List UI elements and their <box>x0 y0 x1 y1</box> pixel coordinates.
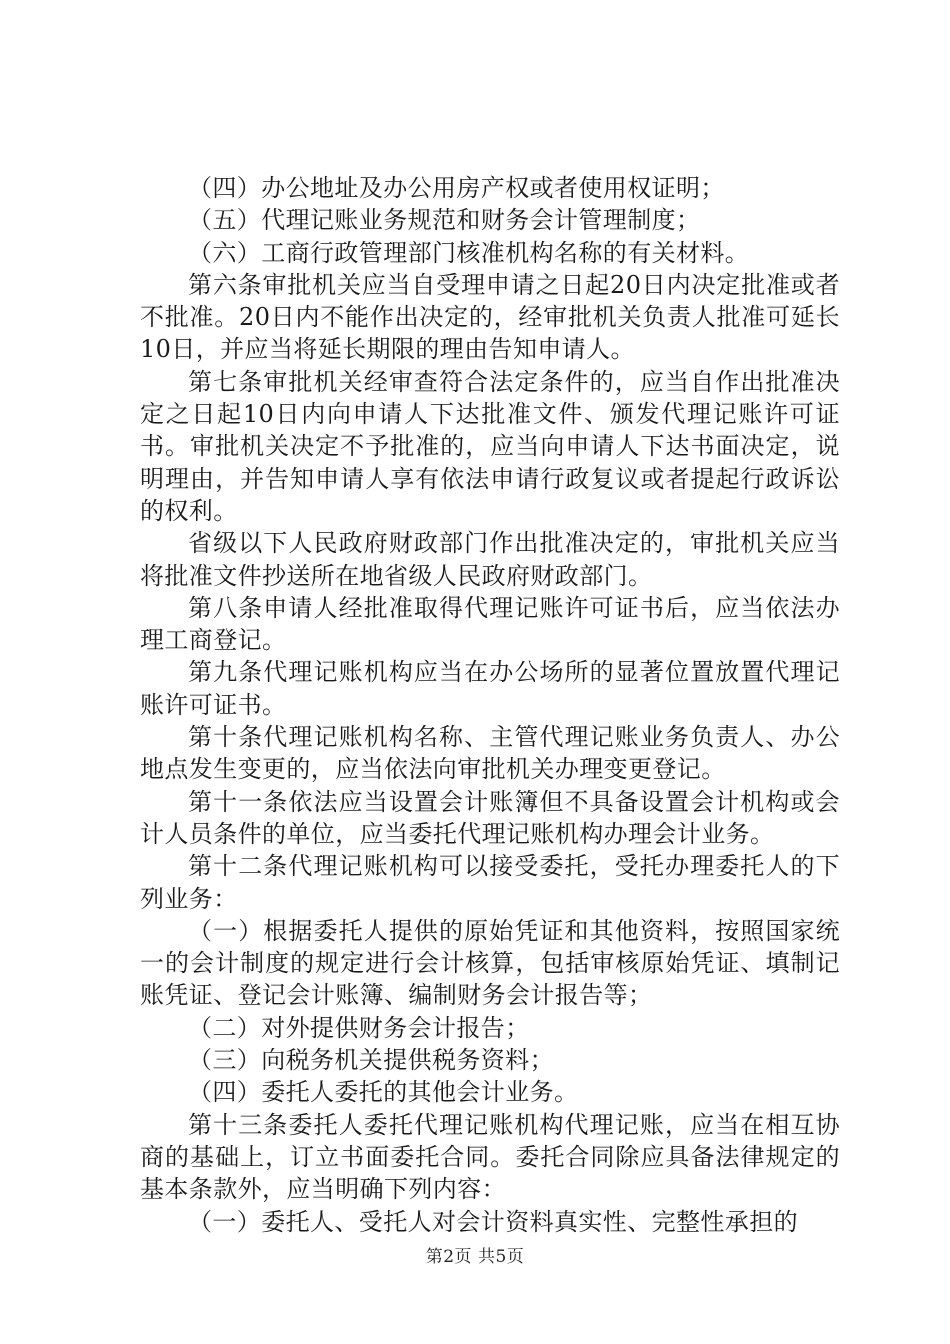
paragraph-article-10: 第十条代理记账机构名称、主管代理记账业务负责人、办公地点发生变更的，应当依法向审批机关办理变更登记。 <box>140 723 840 784</box>
paragraph-article-9: 第九条代理记账机构应当在办公场所的显著位置放置代理记账许可证书。 <box>140 658 840 719</box>
paragraph-article-8: 第八条申请人经批准取得代理记账许可证书后，应当依法办理工商登记。 <box>140 593 840 655</box>
paragraph-business-rules: （五）代理记账业务规范和财务会计管理制度； <box>188 206 701 235</box>
page-number-footer: 第2页 共5页 <box>425 1247 525 1267</box>
paragraph-item-1-responsibility: （一）委托人、受托人对会计资料真实性、完整性承担的 <box>188 1207 798 1236</box>
paragraph-article-11: 第十一条依法应当设置会计账簿但不具备设置会计机构或会计人员条件的单位，应当委托代理记账机构办理会计业务。 <box>140 787 840 848</box>
paragraph-item-1-accounting: （一）根据委托人提供的原始凭证和其他资料，按照国家统一的会计制度的规定进行会计核算，包括审核原始凭证、填制记账凭证、登记会计账簿、编制财务会计报告等； <box>140 916 840 1010</box>
paragraph-article-6: 第六条审批机关应当自受理申请之日起20日内决定批准或者不批准。20日内不能作出决定的，经审批机关负责人批准可延长10日，并应当将延长期限的理由告知申请人。 <box>140 270 840 364</box>
paragraph-name-approval: （六）工商行政管理部门核准机构名称的有关材料。 <box>188 238 750 267</box>
paragraph-item-4-other: （四）委托人委托的其他会计业务。 <box>188 1078 579 1107</box>
paragraph-article-7: 第七条审批机关经审查符合法定条件的，应当自作出批准决定之日起10日内向申请人下达批准文件、颁发代理记账许可证书。审批机关决定不予批准的，应当向申请人下达书面决定，说明理由，并告知申请人享有依法申请行政复议或者提起行政诉讼的权利。 <box>140 367 840 525</box>
document-body <box>140 172 840 1238</box>
paragraph-item-3-tax: （三）向税务机关提供税务资料； <box>188 1046 554 1075</box>
paragraph-provincial-copy: 省级以下人民政府财政部门作出批准决定的，审批机关应当将批准文件抄送所在地省级人民政府财政部门。 <box>140 529 840 590</box>
paragraph-article-12: 第十二条代理记账机构可以接受委托，受托办理委托人的下列业务： <box>140 852 840 913</box>
paragraph-office-address: （四）办公地址及办公用房产权或者使用权证明； <box>188 174 725 202</box>
paragraph-article-13: 第十三条委托人委托代理记账机构代理记账，应当在相互协商的基础上，订立书面委托合同。委托合同除应具备法律规定的基本条款外，应当明确下列内容： <box>140 1110 840 1204</box>
paragraph-item-2-reports: （二）对外提供财务会计报告； <box>188 1013 530 1042</box>
